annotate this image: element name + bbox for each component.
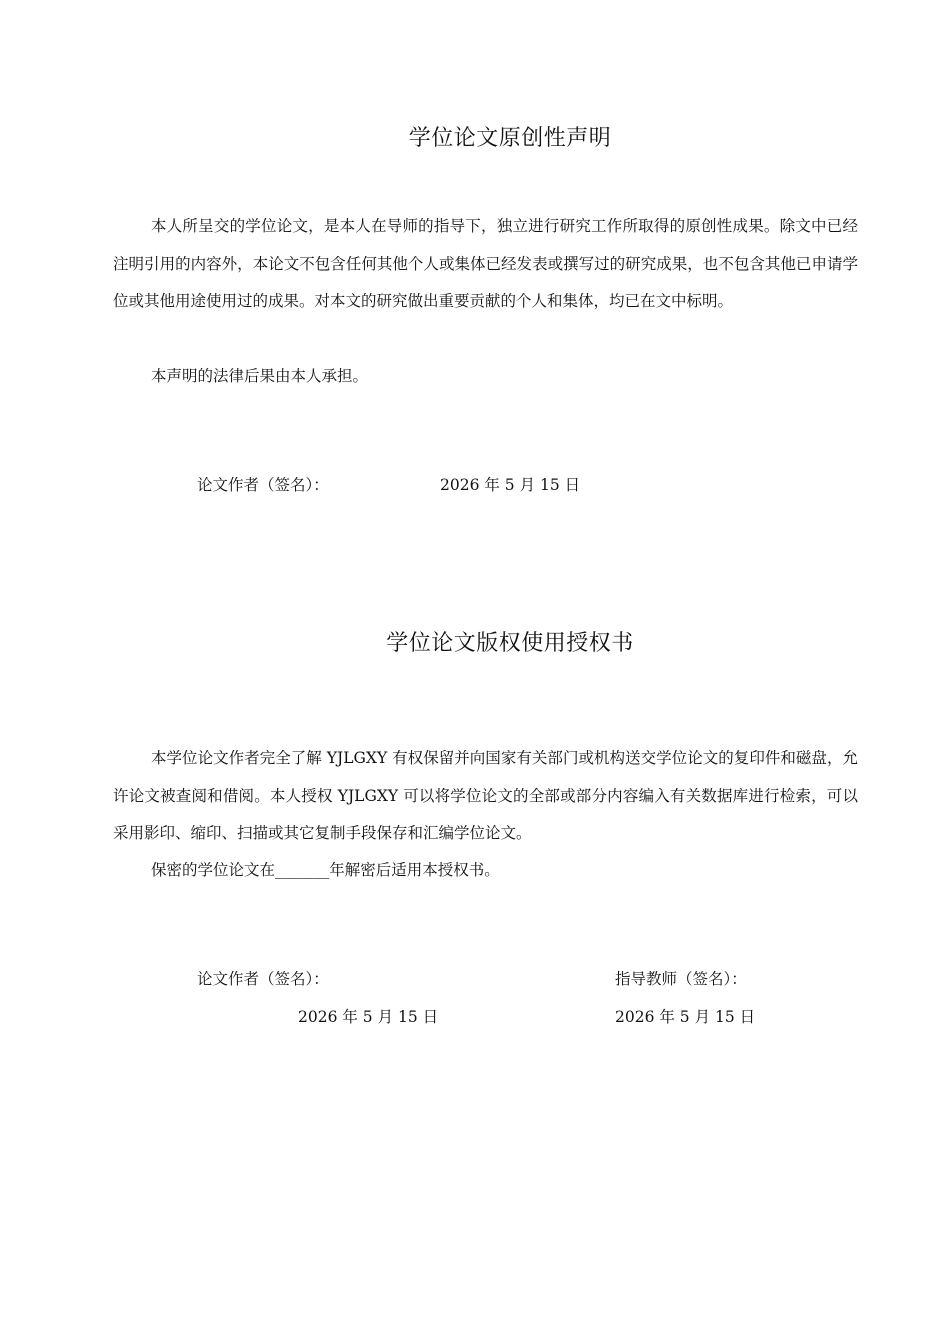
authorization-author-date: 2026 年 5 月 15 日 bbox=[298, 1008, 439, 1026]
declaration-author-signature-label: 论文作者（签名）： bbox=[197, 476, 329, 494]
declaration-title: 学位论文原创性声明 bbox=[408, 126, 612, 151]
declaration-date: 2026 年 5 月 15 日 bbox=[440, 476, 581, 494]
authorization-author-signature-label: 论文作者（签名）： bbox=[197, 970, 329, 988]
authorization-title: 学位论文版权使用授权书 bbox=[386, 631, 634, 656]
declaration-paragraph-1: 本人所呈交的学位论文，是本人在导师的指导下，独立进行研究工作所取得的原创性成果。除文中已经注明引用的内容外，本论文不包含任何其他个人或集体已经发表或撰写过的研究成果，也不包含其他已申请学位或其他用途使用过的成果。对本文的研究做出重要贡献的个人和集体，均已在文中标明。 bbox=[113, 217, 858, 310]
authorization-paragraph-1: 本学位论文作者完全了解 YJLGXY 有权保留并向国家有关部门或机构送交学位论文的复印件和磁盘，允许论文被查阅和借阅。本人授权 YJLGXY 可以将学位论文的全部或部分内容编入有关数据库进行检索，可以采用影印、缩印、扫描或其它复制手段保存和汇编学位论文。 bbox=[113, 749, 858, 842]
authorization-supervisor-date: 2026 年 5 月 15 日 bbox=[615, 1008, 756, 1026]
authorization-supervisor-signature-label: 指导教师（签名）： bbox=[615, 970, 747, 988]
declaration-paragraph-2: 本声明的法律后果由本人承担。 bbox=[151, 367, 369, 385]
authorization-paragraph-2: 保密的学位论文在_______年解密后适用本授权书。 bbox=[151, 861, 500, 879]
